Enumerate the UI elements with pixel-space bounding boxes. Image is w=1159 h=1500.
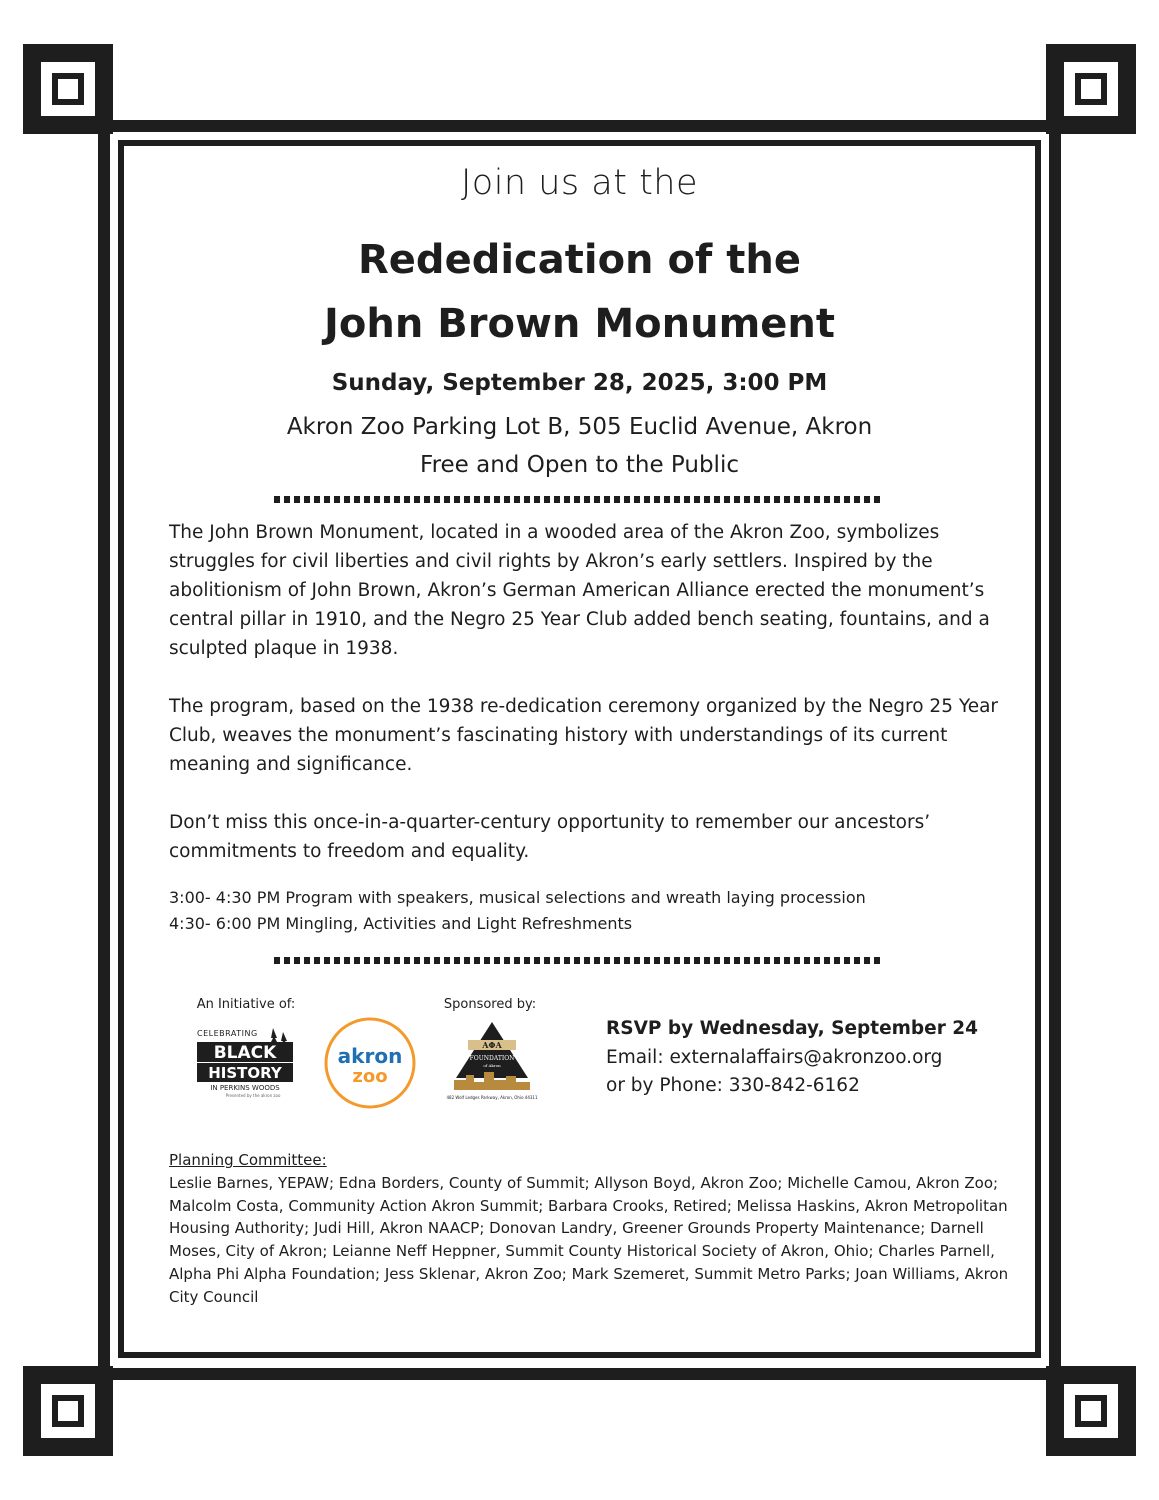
sponsored-label: Sponsored by: [443, 997, 537, 1012]
svg-text:HISTORY: HISTORY [208, 1064, 282, 1082]
schedule-item: 4:30- 6:00 PM Mingling, Activities and Light Refreshments [169, 914, 633, 933]
event-location: Akron Zoo Parking Lot B, 505 Euclid Avenue, Akron [286, 414, 873, 440]
akron-zoo-logo [323, 1016, 417, 1110]
black-history-logo [193, 1026, 297, 1100]
svg-text:BLACK: BLACK [213, 1043, 277, 1063]
svg-text:CELEBRATING: CELEBRATING [197, 1029, 258, 1038]
alpha-phi-alpha-foundation-logo [444, 1020, 540, 1102]
event-details [130, 408, 1029, 484]
schedule-item: 3:00- 4:30 PM Program with speakers, musical selections and wreath laying procession [169, 888, 866, 907]
rsvp-phone: or by Phone: 330-842-6162 [606, 1075, 860, 1096]
paragraph-program: The program, based on the 1938 re-dedication ceremony organized by the Negro 25 Year Club, weaves the monument’s fascinating history with understandings of its current meaning and significance. [169, 696, 999, 775]
initiative-label: An Initiative of: [196, 997, 296, 1012]
admission-note: Free and Open to the Public [420, 452, 739, 478]
committee-members: Leslie Barnes, YEPAW; Edna Borders, County of Summit; Allyson Boyd, Akron Zoo; Michelle Camou, Akron Zoo; Malcolm Costa, Community Action Akron Summit; Barbara Crooks, Retired; Melissa Haskins, Akron Metropolitan Housing Authority; Judi Hill, Akron NAACP; Donovan Landry, Greener Grounds Property Maintenance; Darnell Moses, City of Akron; Leianne Neff Heppner, Summit County Historical Society of Akron, Ohio; Charles Parnell, Alpha Phi Alpha Foundation; Jess Sklenar, Akron Zoo; Mark Szemeret, Summit Metro Parks; Joan Williams, Akron City Council [169, 1173, 1009, 1306]
svg-text:482 Wolf Ledges Parkway, Akron: 482 Wolf Ledges Parkway, Akron, Ohio 44311 [446, 1095, 538, 1100]
title-line-1: Rededication of the [358, 237, 801, 283]
intro-line: Join us at the [460, 163, 699, 203]
dotted-divider-bottom [274, 957, 882, 964]
svg-text:Presented by the akron zoo: Presented by the akron zoo [225, 1093, 281, 1098]
corner-ornament-top-left [23, 44, 113, 134]
svg-text:zoo: zoo [352, 1066, 388, 1087]
rsvp-block [606, 1015, 978, 1101]
paragraph-invitation: Don’t miss this once-in-a-quarter-century opportunity to remember our ancestors’ commitments to freedom and equality. [169, 812, 931, 862]
corner-ornament-bottom-right [1046, 1366, 1136, 1456]
svg-text:of Akron: of Akron [483, 1063, 501, 1068]
paragraph-history: The John Brown Monument, located in a wooded area of the Akron Zoo, symbolizes struggles for civil liberties and civil rights by Akron’s early settlers. Inspired by the abolitionism of John Brown, Akron’s German American Alliance erected the monument’s central pillar in 1910, and the Negro 25 Year Club added bench seating, fountains, and a sculpted plaque in 1938. [169, 522, 990, 659]
schedule [169, 885, 1019, 937]
corner-ornament-top-right [1046, 44, 1136, 134]
event-title [130, 228, 1029, 356]
svg-text:akron: akron [337, 1044, 403, 1068]
rsvp-email: Email: externalaffairs@akronzoo.org [606, 1046, 943, 1068]
planning-committee [169, 1149, 1009, 1309]
title-line-2: John Brown Monument [324, 301, 835, 347]
committee-heading: Planning Committee: [169, 1151, 327, 1169]
svg-text:ΑΦΑ: ΑΦΑ [482, 1040, 502, 1050]
event-date: Sunday, September 28, 2025, 3:00 PM [331, 370, 828, 396]
svg-text:FOUNDATION: FOUNDATION [469, 1055, 515, 1062]
dotted-divider-top [274, 496, 882, 503]
corner-ornament-bottom-left [23, 1366, 113, 1456]
rsvp-heading: RSVP by Wednesday, September 24 [606, 1018, 979, 1039]
svg-text:IN PERKINS WOODS: IN PERKINS WOODS [210, 1084, 280, 1092]
